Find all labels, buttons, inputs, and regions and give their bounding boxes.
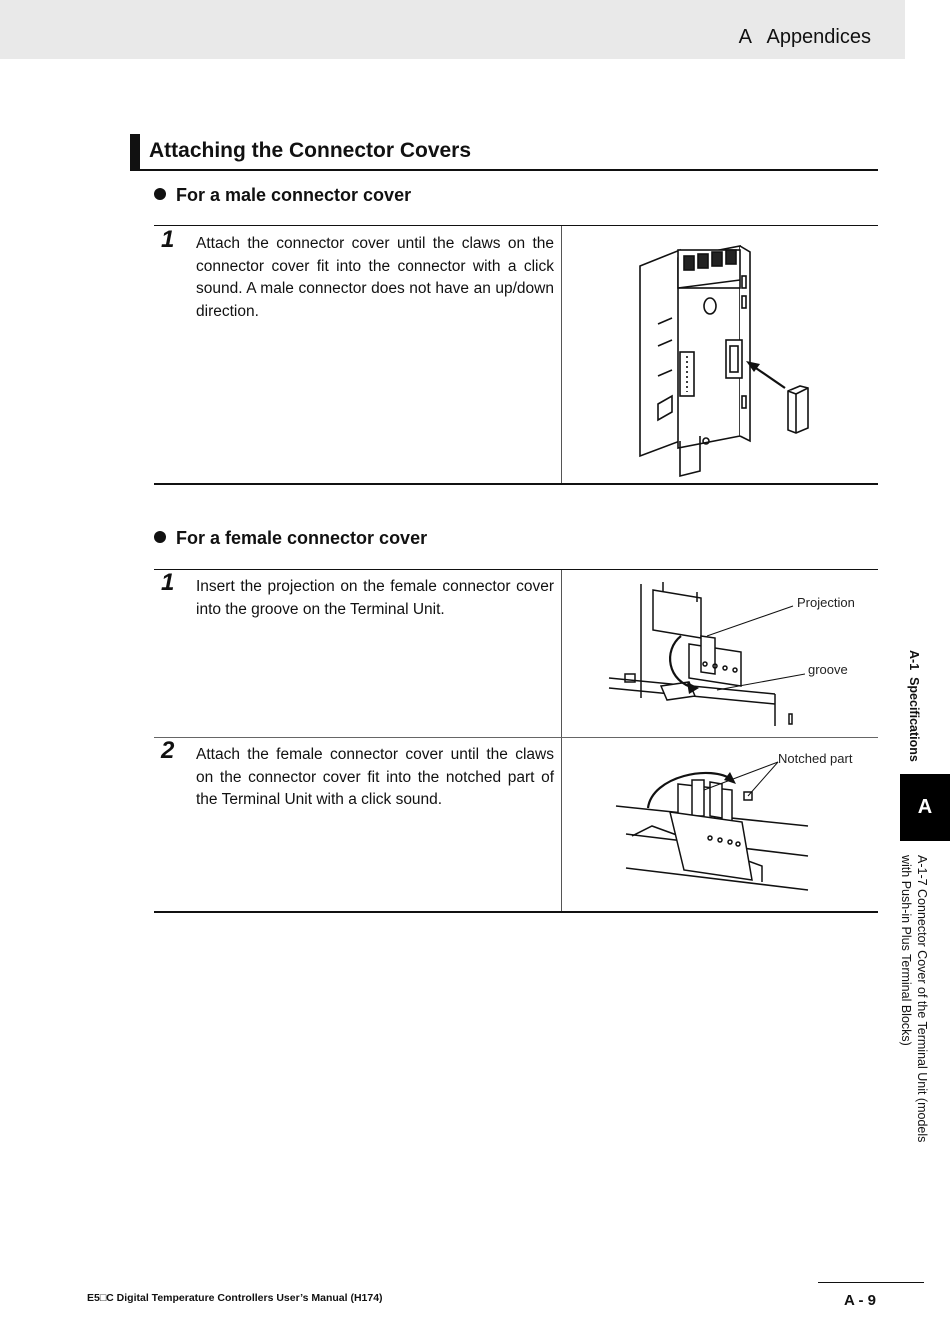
notched-part-label: Notched part: [778, 751, 853, 766]
female-heading: [154, 528, 427, 549]
female-table-top-rule: [154, 569, 878, 570]
female-step-1-text: Insert the projection on the female connector cover into the groove on the Terminal Unit.: [196, 578, 554, 618]
sidebar-subsection-label: A-1-7 Connector Cover of the Terminal Unit (models with Push-in Plus Terminal Blocks): [899, 855, 929, 1143]
male-table-bottom-rule: [154, 483, 878, 485]
header-title: A Appendices: [738, 26, 871, 48]
male-step-1-number: 1: [161, 226, 175, 253]
section-rule: [140, 169, 878, 171]
male-heading: [154, 185, 411, 206]
female-step2-figure: [612, 756, 812, 891]
female-table-mid-rule: [154, 737, 878, 738]
female-step-1-number: 1: [161, 569, 175, 596]
groove-label: groove: [808, 662, 848, 677]
male-table-top-rule: [154, 225, 878, 226]
sidebar-section-label: A-1 Specifications: [907, 650, 921, 762]
female-table-bottom-rule: [154, 911, 878, 913]
male-connector-figure: [600, 236, 860, 481]
sidebar-tab: A: [900, 774, 950, 841]
section-bar: [130, 134, 140, 171]
male-table-divider: [561, 226, 562, 484]
female-step1-figure: [605, 578, 805, 728]
male-heading-text: For a male connector cover: [176, 185, 412, 205]
section-title: Attaching the Connector Covers: [149, 139, 472, 162]
footer-rule: [818, 1282, 924, 1283]
page-number: A - 9: [844, 1292, 876, 1309]
female-table-divider: [561, 570, 562, 912]
female-step-2-number: 2: [161, 737, 175, 764]
bullet-icon: [154, 188, 166, 200]
female-step-2-text: Attach the female connector cover until the claws on the connector cover fit into the notched part of the Terminal Unit with a click sound.: [196, 746, 554, 808]
male-step-1-text: Attach the connector cover until the claws on the connector cover fit into the connector with a click sound. A male connector does not have an up/down direction.: [196, 235, 554, 320]
footer-manual-title: E5□C Digital Temperature Controllers User’s Manual (H174): [87, 1292, 383, 1304]
bullet-icon: [154, 531, 166, 543]
female-heading-text: For a female connector cover: [176, 528, 428, 548]
projection-label: Projection: [797, 595, 855, 610]
